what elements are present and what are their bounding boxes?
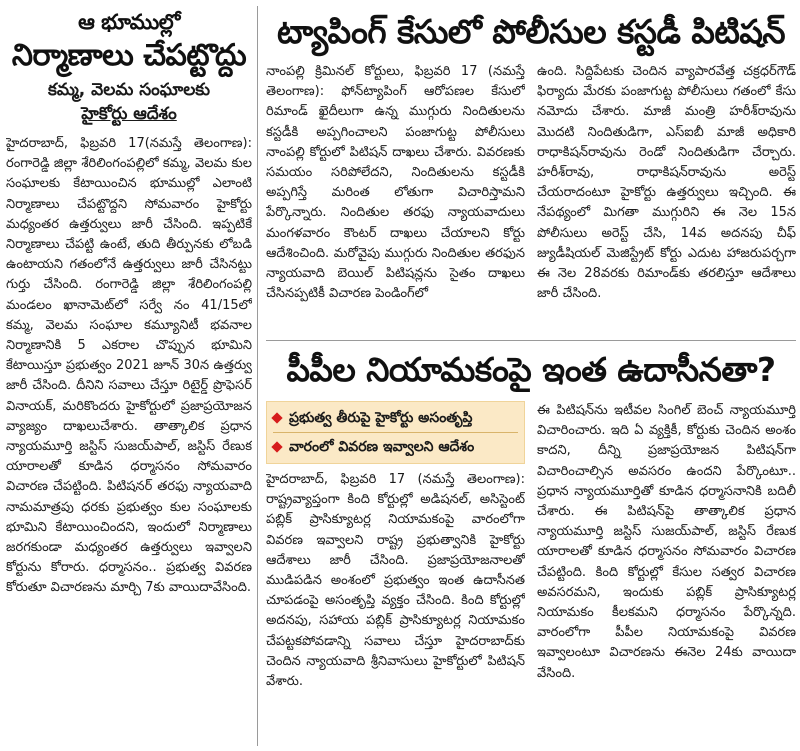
tapping-story-columns xyxy=(266,62,796,332)
highlight-divider xyxy=(273,432,518,433)
pp-story-highlights xyxy=(266,401,525,464)
pp-story-headline: పీపీల నియామకంపై ఇంత ఉదాసీనతా? xyxy=(286,350,776,389)
left-story-headline: నిర్మాణాలు చేపట్టొద్దు xyxy=(11,38,247,73)
tapping-story-col-1 xyxy=(266,62,525,332)
highlight-text: వారంలో వివరణ ఇవ్వాలని ఆదేశం xyxy=(289,439,475,455)
pp-story-col-2 xyxy=(537,401,796,701)
left-story-subheadline-2: హైకోర్టు ఆదేశం xyxy=(81,104,177,124)
highlight-text: ప్రభుత్వ తీరుపై హైకోర్టు అసంతృప్తి xyxy=(289,410,473,426)
highlight-item xyxy=(273,406,518,430)
bullet-diamond-icon xyxy=(271,441,282,452)
tapping-story-headline: ట్యాపింగ్ కేసులో పోలీసుల కస్టడీ పిటిషన్ xyxy=(276,12,786,51)
bullet-diamond-icon xyxy=(271,412,282,423)
tapping-story-col-2 xyxy=(537,62,796,332)
pp-story-text-2: ఈ పిటిషన్‌ను ఇటీవల సింగిల్ బెంచ్ న్యాయమూర్తి విచారించారు. ఇది ఏ వ్యక్తికీ, కోర్టుకు చెందిన అంశం కాదని, దీన్ని ప్రజాప్రయోజన పిటిషన్‌గా విచారించాల్సిన అవసరం ఉందని పేర్కొంటూ.. ప్రధాన న్యాయమూర్తితో కూడిన ధర్మాసనానికి బదిలీ చేశారు. ఈ పిటిషన్‌పై తాత్కాలిక ప్రధాన న్యాయమూర్తి జస్టిస్ సుజయ్‌పాల్, జస్టిస్ రేణుక యారాలతో కూడిన ధర్మాసనం సోమవారం విచారణ చేపట్టింది. కింది కోర్టుల్లో కేసుల సత్వర విచారణ అవసరమని, ఇందుకు పబ్లిక్ ప్రాసిక్యూటర్ల నియామకం కీలకమని ధర్మాసనం పేర్కొన్నది. వారంలోగా పీపీల నియామకంపై వివరణ ఇవ్వాలంటూ విచారణను ఈనెల 24కు వాయిదా వేసింది. xyxy=(537,403,796,681)
pp-story-col-1 xyxy=(266,401,525,701)
tapping-story-text-1: నాంపల్లి క్రిమినల్ కోర్టులు, ఫిబ్రవరి 17 (నమస్తే తెలంగాణ): ఫోన్‌ట్యాపింగ్ ఆరోపణల కేసులో రిమాండ్ ఖైదీలుగా ఉన్న ముగ్గురు నిందితులను కస్టడీకి అప్పగించాలని పంజాగుట్ట పోలీసులు నాంపల్లి కోర్టులో పిటిషన్ దాఖలు చేశారు. వివరణకు సమయం సరిపోలేదని, నిందితులను కస్టడీకి అప్పగిస్తే మరింత లోతుగా విచారిస్తామని పేర్కొన్నారు. నిందితుల తరఫు న్యాయవాదులు మంగళవారం కౌంటర్ దాఖలు చేయాలని కోర్టు ఆదేశించింది. మరోవైపు ముగ్గురు నిందితుల తరఫున న్యాయవాది బెయిల్ పిటిషన్లను సైతం దాఖలు చేసినప్పటికీ విచారణ పెండింగ్‌లో xyxy=(266,64,525,302)
column-divider xyxy=(257,6,258,746)
right-column xyxy=(266,6,796,746)
highlight-item xyxy=(273,435,518,459)
pp-story-columns xyxy=(266,401,796,701)
tapping-story-text-2: ఉంది. సిద్దిపేటకు చెందిన వ్యాపారవేత్త చక్రధర్‌గౌడ్ ఫిర్యాదు మేరకు పంజాగుట్ట పోలీసులు గతంలో కేసు నమోదు చేశారు. మాజీ మంత్రి హరీశ్‌రావును మొదటి నిందితుడిగా, ఎస్ఐబీ మాజీ అధికారి రాధాకిషన్‌రావును రెండో నిందితుడిగా చేర్చారు. హరీశ్‌రావు, రాధాకిషన్‌రావును అరెస్ట్ చేయరాదంటూ హైకోర్టు ఉత్తర్వులు ఇచ్చింది. ఈ నేపథ్యంలో మిగతా ముగ్గురిని ఈ నెల 15న పోలీసులు అరెస్ట్ చేసి, 14వ అదనపు చీఫ్ జ్యుడీషియల్ మెజిస్ట్రేట్ కోర్టు ఎదుట హాజరుపర్చగా ఈ నెల 28వరకు రిమాండ్‌కు తరలిస్తూ ఆదేశాలు జారీ చేసింది. xyxy=(537,64,796,302)
left-column-story xyxy=(6,6,252,746)
left-story-kicker: ఆ భూముల్లో xyxy=(78,10,180,34)
story-divider xyxy=(266,340,796,341)
pp-story-text-1: హైదరాబాద్, ఫిబ్రవరి 17 (నమస్తే తెలంగాణ): రాష్ట్రవ్యాప్తంగా కింది కోర్టుల్లో అడిషనల్, అసిస్టెంట్ పబ్లిక్ ప్రాసిక్యూటర్ల నియామకంపై వారంలోగా వివరణ ఇవ్వాలని రాష్ట్ర ప్రభుత్వానికి హైకోర్టు ఆదేశాలు జారీ చేసింది. ప్రజాప్రయోజనాలతో ముడిపడిన అంశంలో ప్రభుత్వం ఇంత ఉదాసీనత చూపడంపై అసంతృప్తి వ్యక్తం చేసింది. కింది కోర్టుల్లో అదనపు, సహాయ పబ్లిక్ ప్రాసిక్యూటర్ల నియామకం చేపట్టకపోవడాన్ని సవాలు చేస్తూ హైదరాబాద్‌కు చెందిన న్యాయవాది శ్రీనివాసులు హైకోర్టులో పిటిషన్ వేశారు. xyxy=(266,472,525,690)
left-story-body: హైదరాబాద్, ఫిబ్రవరి 17(నమస్తే తెలంగాణ): రంగారెడ్డి జిల్లా శేరిలింగంపల్లిలో కమ్మ, వెలమ కుల సంఘాలకు కేటాయించిన భూముల్లో ఎలాంటి నిర్మాణాలు చేపట్టొద్దని సోమవారం హైకోర్టు మధ్యంతర ఉత్తర్వులు జారీ చేసింది. ఇప్పటికే నిర్మాణాలు చేపట్టి ఉంటే, తుది తీర్పునకు లోబడి ఉంటాయని గతంలోనే ఉత్తర్వులు జారీ చేసినట్టు గుర్తు చేసింది. రంగారెడ్డి జిల్లా శేరిలింగంపల్లి మండలం ఖానామెట్‌లో సర్వే నం 41/15లో కమ్మ, వెలమ సంఘాల కమ్యూనిటీ భవనాల నిర్మాణానికి 5 ఎకరాల చొప్పున భూమిని కేటాయిస్తూ ప్రభుత్వం 2021 జూన్ 30న ఉత్తర్వు జారీ చేసింది. దీనిని సవాలు చేస్తూ రిటైర్డ్ ప్రొఫెసర్ వినాయక్, మరికొందరు హైకోర్టులో ప్రజాప్రయోజన వ్యాజ్యం దాఖలుచేశారు. తాత్కాలిక ప్రధాన న్యాయమూర్తి జస్టిస్ సుజయ్‌పాల్, జస్టిస్ రేణుక యారాలతో కూడిన ధర్మాసనం సోమవారం విచారణ చేపట్టింది. పిటిషనర్ తరఫు న్యాయవాది నామమాత్రపు ధరకు ప్రభుత్వం కుల సంఘాలకు భూమిని కేటాయించిందని, ఇందులో నిర్మాణాలు జరగకుండా మధ్యంతర ఉత్తర్వులు ఇవ్వాలని కోర్టును కోరారు. ధర్మాసనం.. ప్రభుత్వ వివరణ కోరుతూ విచారణను మార్చి 7కు వాయిదావేసింది. xyxy=(6,136,252,596)
left-story-subheadline: కమ్మ, వెలమ సంఘాలకు xyxy=(47,80,211,100)
